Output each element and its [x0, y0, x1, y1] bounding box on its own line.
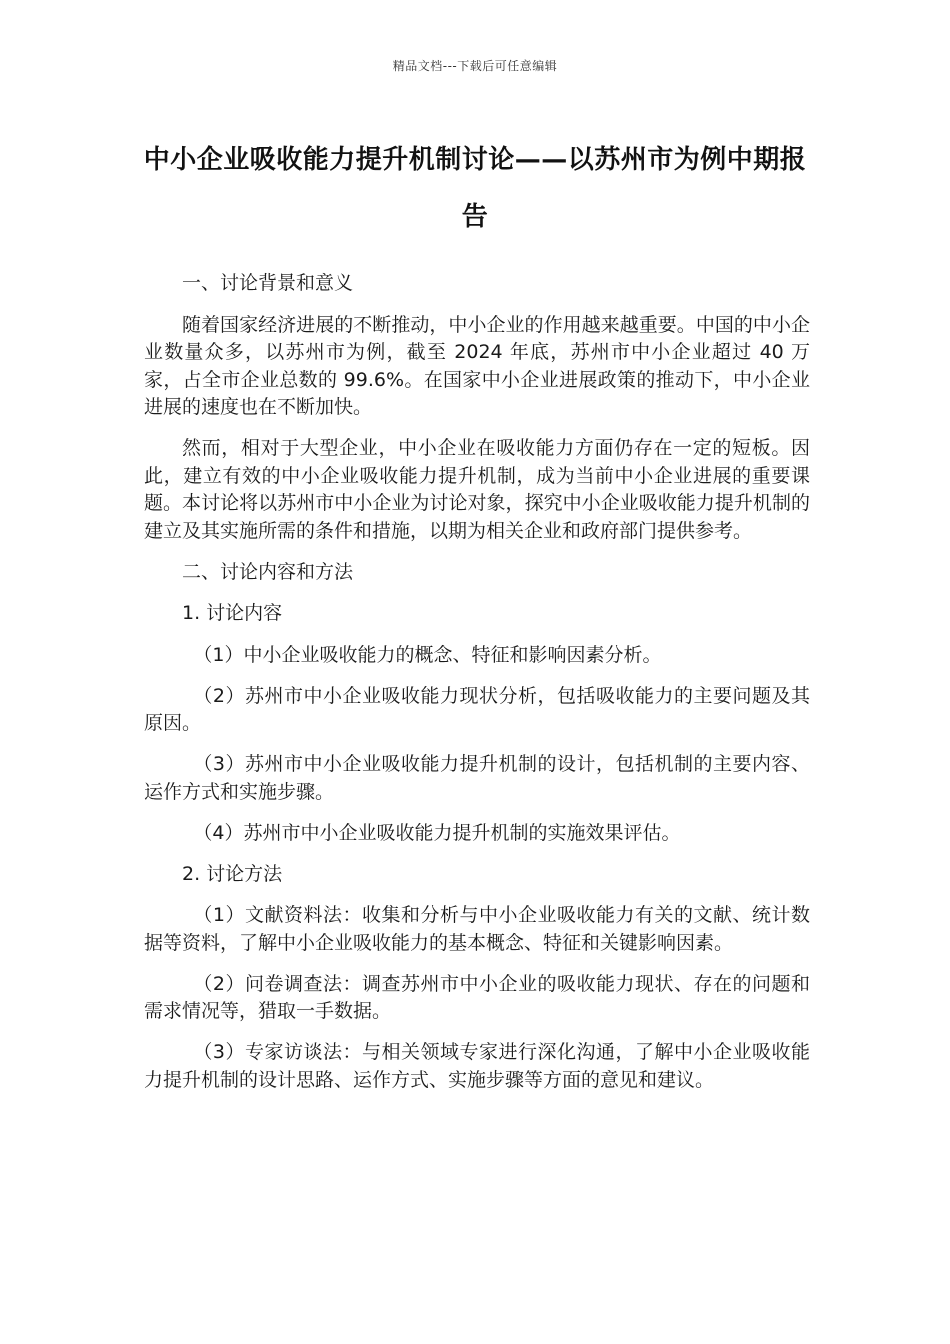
method-item: （2）问卷调查法：调查苏州市中小企业的吸收能力现状、存在的问题和需求情况等，猎取一手数据。: [144, 972, 810, 1022]
subsection-heading-content: 1. 讨论内容: [182, 602, 283, 624]
page-header-note: 精品文档---下载后可任意编辑: [392, 59, 558, 73]
subsection-heading-method: 2. 讨论方法: [182, 862, 283, 885]
paragraph-background-1: 随着国家经济进展的不断推动，中小企业的作用越来越重要。中国的中小企业数量众多，以苏州市为例，截至 2024 年底，苏州市中小企业超过 40 万家，占全市企业总数的 99.6%。在国家中小企业进展政策的推动下，中小企业进展的速度也在不断加快。: [144, 313, 810, 418]
section-heading-background: 一、讨论背景和意义: [182, 272, 354, 294]
paragraph-background-2: 然而，相对于大型企业，中小企业在吸收能力方面仍存在一定的短板。因此，建立有效的中小企业吸收能力提升机制，成为当前中小企业进展的重要课题。本讨论将以苏州市中小企业为讨论对象，探究中小企业吸收能力提升机制的建立及其实施所需的条件和措施，以期为相关企业和政府部门提供参考。: [144, 437, 810, 542]
content-item: （1）中小企业吸收能力的概念、特征和影响因素分析。: [193, 643, 662, 666]
section-heading-content-method: 二、讨论内容和方法: [182, 560, 354, 583]
document-body: [144, 270, 810, 1108]
content-item: （4）苏州市中小企业吸收能力提升机制的实施效果评估。: [193, 821, 681, 844]
method-item: （1）文献资料法：收集和分析与中小企业吸收能力有关的文献、统计数据等资料，了解中小企业吸收能力的基本概念、特征和关键影响因素。: [144, 904, 810, 954]
document-title: 中小企业吸收能力提升机制讨论——以苏州市为例中期报告: [143, 145, 807, 232]
method-item: （3）专家访谈法：与相关领域专家进行深化沟通，了解中小企业吸收能力提升机制的设计思路、运作方式、实施步骤等方面的意见和建议。: [144, 1041, 810, 1091]
content-item: （3）苏州市中小企业吸收能力提升机制的设计，包括机制的主要内容、运作方式和实施步骤。: [144, 753, 810, 803]
content-item: （2）苏州市中小企业吸收能力现状分析，包括吸收能力的主要问题及其原因。: [144, 684, 810, 734]
